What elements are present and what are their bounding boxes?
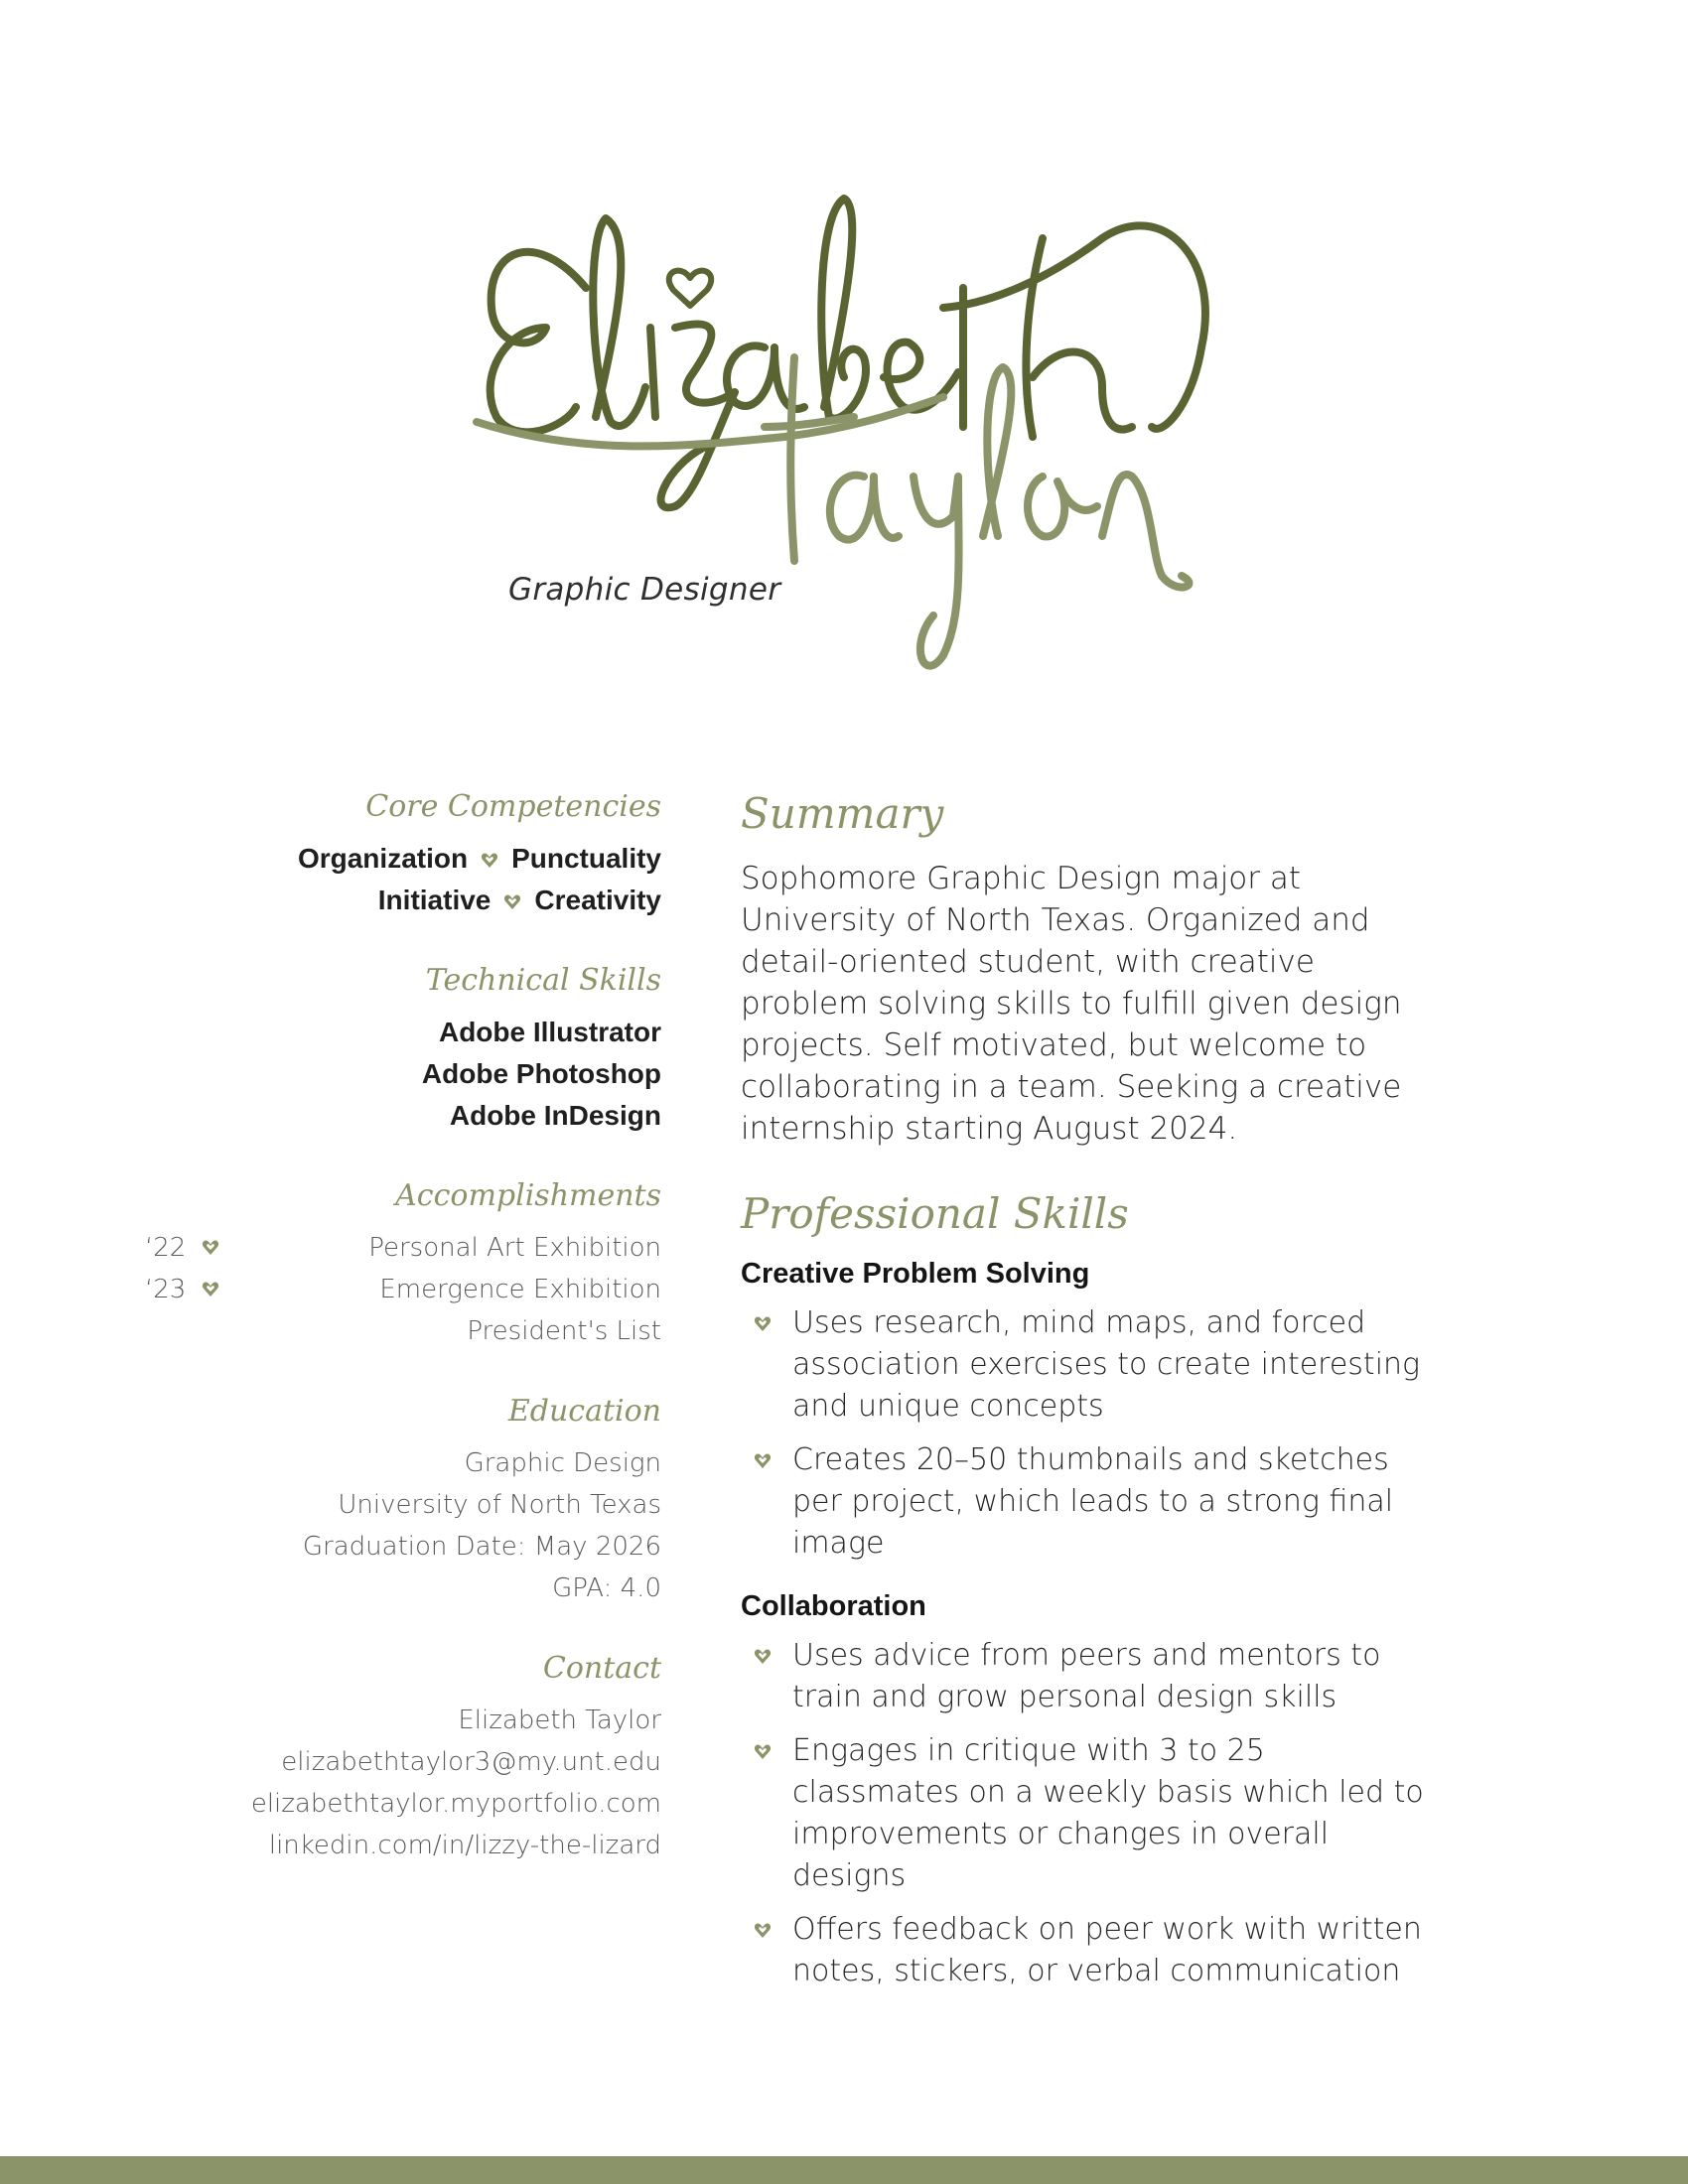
signature-logo-graphic [467,179,1221,715]
section-heading: Summary [741,789,944,838]
education-section [145,1394,661,1609]
bullet-text: Engages in critique with 3 to 25 classmates on a weekly basis which led to improvements or changes in overall designs [792,1733,1424,1893]
list-item [741,1909,1426,1992]
skill-group-title: Collaboration [741,1590,926,1622]
left-column [145,789,661,1908]
bullet-text: Creates 20–50 thumbnails and sketches per project, which leads to a strong final image [792,1442,1394,1561]
technical-skills-section [145,963,661,1137]
skill-item: Adobe Illustrator [438,1017,661,1047]
contact-portfolio-link[interactable]: elizabethtaylor.myportfolio.com [250,1789,661,1819]
heart-icon [753,1314,773,1334]
name-logo [467,179,1221,715]
heart-icon [753,1647,773,1667]
education-item: University of North Texas [338,1490,661,1520]
heart-icon [201,1238,220,1258]
list-item [741,1439,1426,1565]
heart-icon [753,1742,773,1762]
accomplishment-text: Personal Art Exhibition [368,1233,661,1263]
bullet-text: Uses research, mind maps, and forced association exercises to create interesting and unique concepts [792,1305,1421,1424]
education-item: Graphic Design [464,1448,661,1478]
right-column [741,789,1426,2018]
heart-icon [753,1921,773,1941]
job-title: Graphic Designer [508,572,781,608]
section-heading: Accomplishments [395,1178,661,1213]
competency: Creativity [534,885,661,915]
section-heading: Technical Skills [425,963,661,998]
core-competencies-section [145,789,661,921]
accomplishment-item [145,1269,661,1310]
education-item: GPA: 4.0 [552,1573,661,1603]
heart-icon [502,892,522,912]
accomplishment-item [145,1227,661,1269]
skill-group-title: Creative Problem Solving [741,1258,1090,1290]
heart-icon [201,1280,220,1299]
bullet-text: Offers feedback on peer work with written notes, stickers, or verbal communication [792,1912,1422,1988]
accomplishment-text: Emergence Exhibition [379,1275,661,1304]
skill-bullet-list [741,1302,1426,1565]
competency-row [145,880,661,921]
accomplishment-year: ‘23 [145,1275,187,1304]
list-item [741,1302,1426,1428]
section-heading: Education [507,1394,661,1429]
list-item [741,1730,1426,1897]
skill-item: Adobe InDesign [449,1100,661,1131]
section-heading: Professional Skills [741,1189,1129,1238]
accomplishments-section [145,1178,661,1352]
accomplishment-item: President's List [467,1316,661,1346]
contact-email[interactable]: elizabethtaylor3@my.unt.edu [281,1747,661,1777]
competency: Punctuality [511,843,661,874]
heart-icon [480,851,499,871]
contact-section [145,1651,661,1866]
contact-linkedin-link[interactable]: linkedin.com/in/lizzy-the-lizard [268,1831,661,1860]
competency: Organization [297,843,469,874]
contact-name: Elizabeth Taylor [458,1706,661,1735]
summary-text: Sophomore Graphic Design major at University of North Texas. Organized and detail-oriented student, with creative problem solving skills to fulfill given design projects. Self motivated, but welcome to collaborating in a team. Seeking a creative internship starting August 2024. [741,861,1402,1147]
footer-bar [0,2156,1688,2184]
accomplishment-year: ‘22 [145,1233,187,1263]
skill-item: Adobe Photoshop [421,1058,661,1089]
section-heading: Contact [542,1651,661,1686]
skill-bullet-list [741,1635,1426,1992]
heart-icon [753,1451,773,1471]
competency-row [145,838,661,880]
section-heading: Core Competencies [365,789,661,824]
competency: Initiative [377,885,492,915]
list-item [741,1635,1426,1718]
bullet-text: Uses advice from peers and mentors to train and grow personal design skills [792,1638,1381,1714]
education-item: Graduation Date: May 2026 [302,1532,661,1562]
